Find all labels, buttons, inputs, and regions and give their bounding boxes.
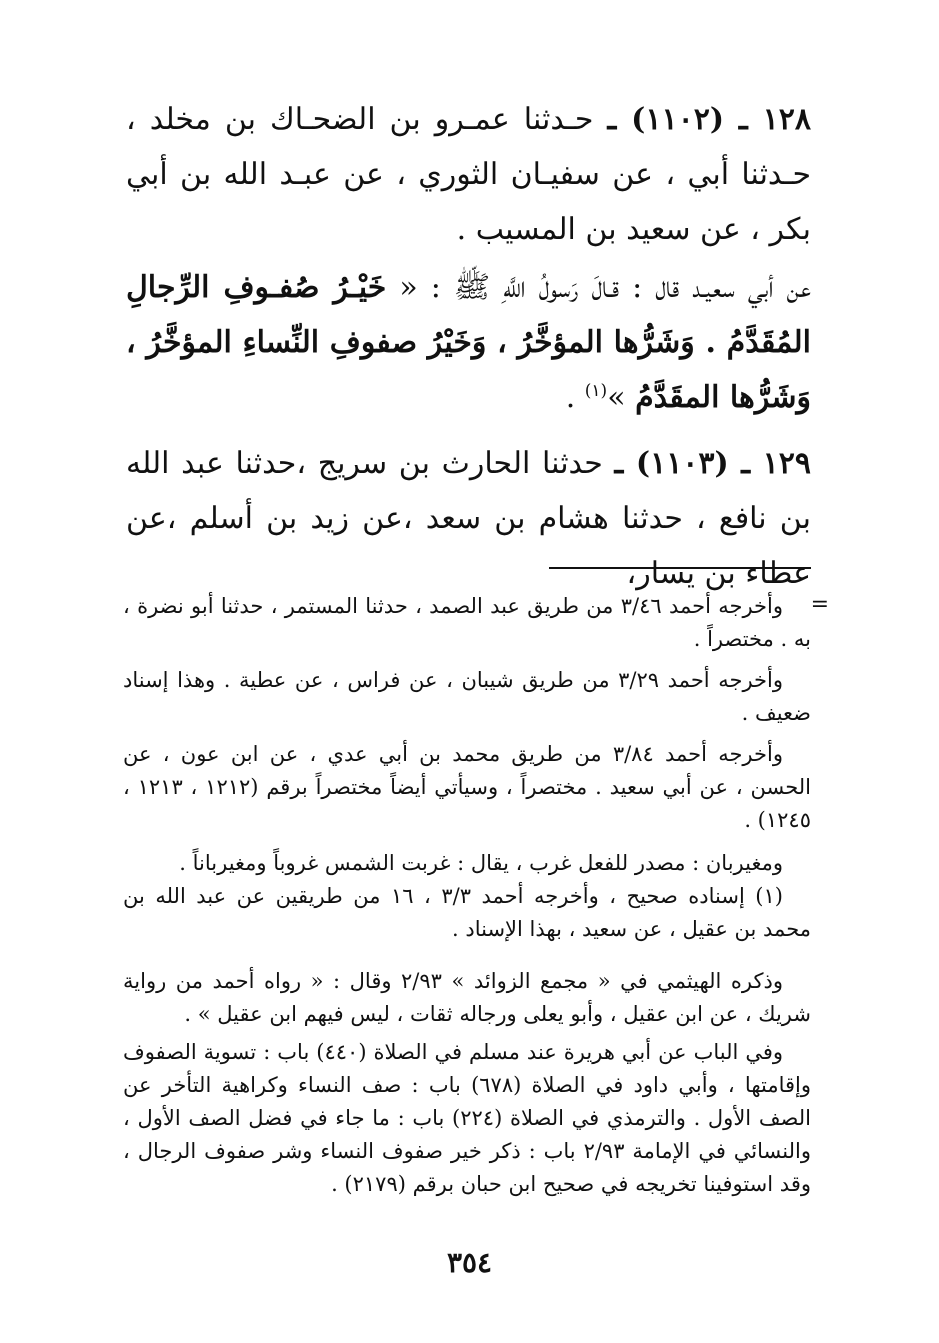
isnad-text: حـدثنا عمـرو بن الضحـاك بن مخلد ، حـدثنا أبي ، عن سفيـان الثوري ، عن عبـد الله بن أبي بكر ، عن سعيد بن المسيب . [126,102,811,247]
hadith-number: ١٢٨ ـ (١١٠٢) ـ [607,102,811,137]
matn-intro: عن أبي سعيـد قال : قـالَ رَسولُ اللَّهِ ﷺ : « [399,270,811,305]
hadith-128-paragraph [126,92,811,257]
footnote-divider [549,567,811,569]
hadith-matn-paragraph [126,260,811,425]
hadith-text: خَيْـرُ صُفـوفِ الرِّجالِ المُقَدَّمُ . وَشَرُّها المؤخَّرُ ، وَخَيْرُ صفوفِ النِّساءِ المؤخَّرُ ، وَشَرُّها المقَدَّمُ [126,270,811,415]
isnad-text: حدثنا الحارث بن سريج ،حدثنا عبد الله بن نافع ، حدثنا هشام بن سعد ،عن زيد بن أسلم ،عن عطاء بن يسار، [126,446,811,591]
footnote-1: (١) إسناده صحيح ، وأخرجه أحمد ٣/٣ ، ١٦ من طريقين عن عبد الله بن محمد بن عقيل ، عن سعيد ، بهذا الإسناد . [123,884,811,941]
page-number: ٣٥٤ [446,1246,493,1279]
hadith-129-paragraph [126,436,811,601]
footnote-reference[interactable]: (١) [584,381,608,401]
footnote-line: وأخرجه أحمد ٣/٢٩ من طريق شيبان ، عن فراس ، عن عطية . وهذا إسناد ضعيف . [123,668,811,725]
paragraph-end: . [565,380,585,415]
footnote-line: وذكره الهيثمي في « مجمع الزوائد » ٢/٩٣ وقال : « رواه أحمد من رواية شريك ، عن ابن عقيل ، وأبو يعلى ورجاله ثقات ، ليس فيهم ابن عقيل » . [123,969,811,1026]
footnote-line: وفي الباب عن أبي هريرة عند مسلم في الصلاة (٤٤٠) باب : تسوية الصفوف وإقامتها ، وأبي داود في الصلاة (٦٧٨) باب : صف النساء وكراهية التأخر عن الصف الأول . والترمذي في الصلاة (٢٢٤) باب : ما جاء في فضل الصف الأول ، والنسائي في الإمامة ٢/٩٣ باب : ذكر خير صفوف النساء وشر صفوف الرجال ، وقد استوفينا تخريجه في صحيح ابن حبان برقم (٢١٧٩) . [123,1040,812,1196]
hadith-number: ١٢٩ ـ (١١٠٣) ـ [614,446,812,481]
footnote-line: وأخرجه أحمد ٣/٤٦ من طريق عبد الصمد ، حدثنا المستمر ، حدثنا أبو نضرة ، به . مختصراً . [123,594,811,651]
quote-close: » [607,380,626,415]
footnote-line: ومغيربان : مصدر للفعل غرب ، يقال : غربت الشمس غروباً ومغيرباناً . [179,851,783,875]
continuation-mark: = [810,592,829,617]
footnote-line: وأخرجه أحمد ٣/٨٤ من طريق محمد بن أبي عدي ، عن ابن عون ، عن الحسن ، عن أبي سعيد . مختصراً ، وسيأتي أيضاً مختصراً برقم (١٢١٢ ، ١٢١٣ ، ١٢٤٥) . [123,742,811,832]
